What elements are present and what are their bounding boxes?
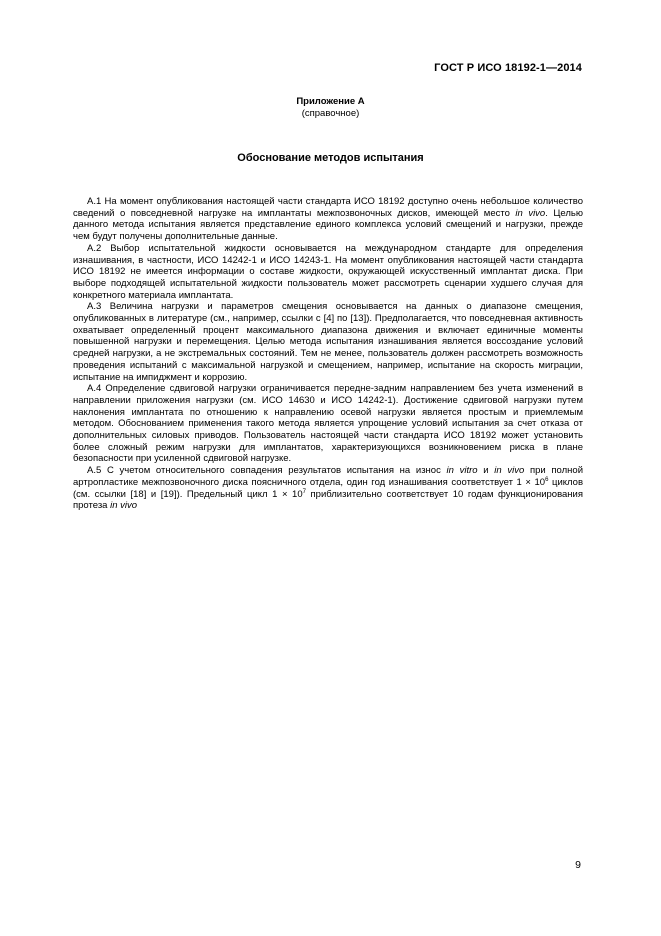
paragraph-a2: А.2 Выбор испытательной жидкости основывается на международном стандарте для определения изнашивания, в частности, ИСО 14242-1 и ИСО 14243-1. На момент опубликования настоящей части стандарта ИСО 18192 не имеется информации о составе жидкости, окружающей искусственный имплантат диска. При выборе подходящей испытательной жидкости пользователь может рассмотреть сценарии худшего случая для конкретного материала имплантата.: [73, 242, 583, 301]
annex-heading: [0, 96, 661, 120]
standard-designation: ГОСТ Р ИСО 18192-1—2014: [434, 62, 582, 74]
paragraph-a3: А.3 Величина нагрузки и параметров смещения основывается на данных о диапазоне смещения, опубликованных в литературе (см., например, ссылки с [4] по [13]). Предполагается, что повседневная активность охватывает определенный процент максимального диапазона движения и включает единичные моменты повышенной нагрузки и перемещения. Целью метода испытания изнашивания является воссоздание условий средней нагрузки, а не экстремальных состояний. Тем не менее, пользователь должен рассмотреть возможность проведения испытаний с максимальной нагрузкой и смещением, например, испытание на скорость миграции, испытание на импиджмент и коррозию.: [73, 301, 583, 383]
annex-note: (справочное): [301, 108, 360, 119]
paragraph-a5: А.5 С учетом относительного совпадения результатов испытания на износ in vitro и in vivo при полной артропластике межпозвоночного диска поясничного отдела, один год изнашивания соответствует $1 \times 10^6$ циклов (см. ссылки [18] и [19]). Предельный цикл $1 \times 10^7$ приблизительно соответствует 10 годам функционирования протеза in vivo: [73, 465, 584, 512]
paragraph-a1: А.1 На момент опубликования настоящей части стандарта ИСО 18192 доступно очень небольшое количество сведений о повседневной нагрузке на имплантаты межпозвоночных дисков, имеющей место in vivo. Целью данного метода испытания является представление единого комплекса условий смещений и нагрузки, прежде чем будут получены дополнительные данные.: [73, 196, 583, 243]
page-number: 9: [575, 859, 581, 871]
section-title: Обоснование методов испытания: [237, 152, 424, 164]
body-text: [73, 196, 583, 512]
paragraph-a4: А.4 Определение сдвиговой нагрузки ограничивается передне-задним направлением без учета изменений в направлении приложения нагрузки (см. ИСО 14630 и ИСО 14242-1). Достижение сдвиговой нагрузки путем наклонения имплантата по отношению к направлению осевой нагрузки является простым и приемлемым методом. Обоснованием применения такого метода является упрощение условий испытания за счет отказа от дополнительных силовых приводов. Пользователь настоящей части стандарта ИСО 18192 может установить более сложный режим нагрузки для имплантатов, характеризующихся возникновением риска в плане безопасности при усиленной сдвиговой нагрузке.: [73, 383, 583, 465]
annex-title: Приложение А: [296, 96, 365, 107]
